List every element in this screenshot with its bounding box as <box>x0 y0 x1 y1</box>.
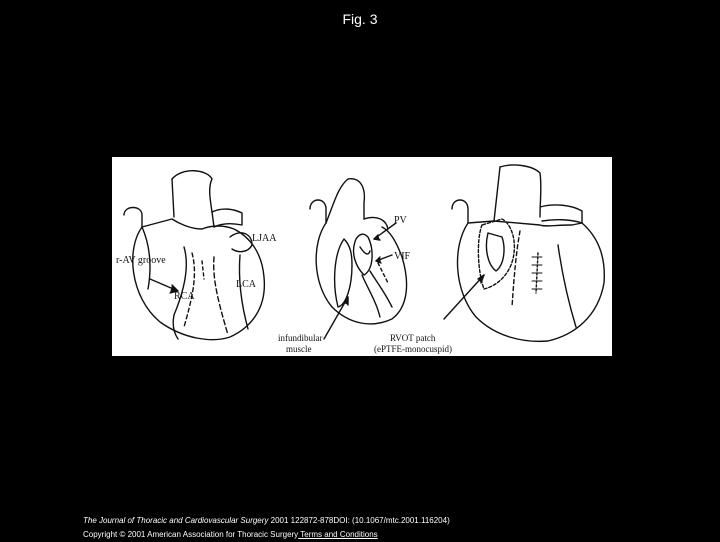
label-rav-groove: r-AV groove <box>116 255 166 266</box>
heart-illustration <box>112 157 612 356</box>
label-infundibular: infundibular <box>278 333 323 343</box>
heart-diagram-right <box>444 165 604 341</box>
citation-details: 2001 122872-878DOI: (10.1067/mtc.2001.116204) <box>268 516 450 525</box>
label-ljaa: LJAA <box>252 233 277 244</box>
terms-and-conditions-link[interactable]: Terms and Conditions <box>298 530 378 539</box>
label-muscle: muscle <box>286 344 312 354</box>
copyright-text: Copyright © 2001 American Association for Thoracic Surgery <box>83 530 299 539</box>
label-rvot-patch: RVOT patch <box>390 333 436 343</box>
citation <box>83 514 450 542</box>
label-pv: PV <box>394 215 407 226</box>
label-eptfe-monocuspid: (ePTFE-monocuspid) <box>374 344 452 354</box>
citation-line-1 <box>83 514 450 528</box>
figure-title: Fig. 3 <box>342 11 378 27</box>
heart-diagram-middle <box>310 179 407 339</box>
journal-name: The Journal of Thoracic and Cardiovascular Surgery <box>83 516 269 525</box>
figure-image <box>112 157 612 356</box>
label-lca: LCA <box>236 279 256 290</box>
label-rca: RCA <box>174 291 195 302</box>
label-vif: VIF <box>394 251 411 262</box>
